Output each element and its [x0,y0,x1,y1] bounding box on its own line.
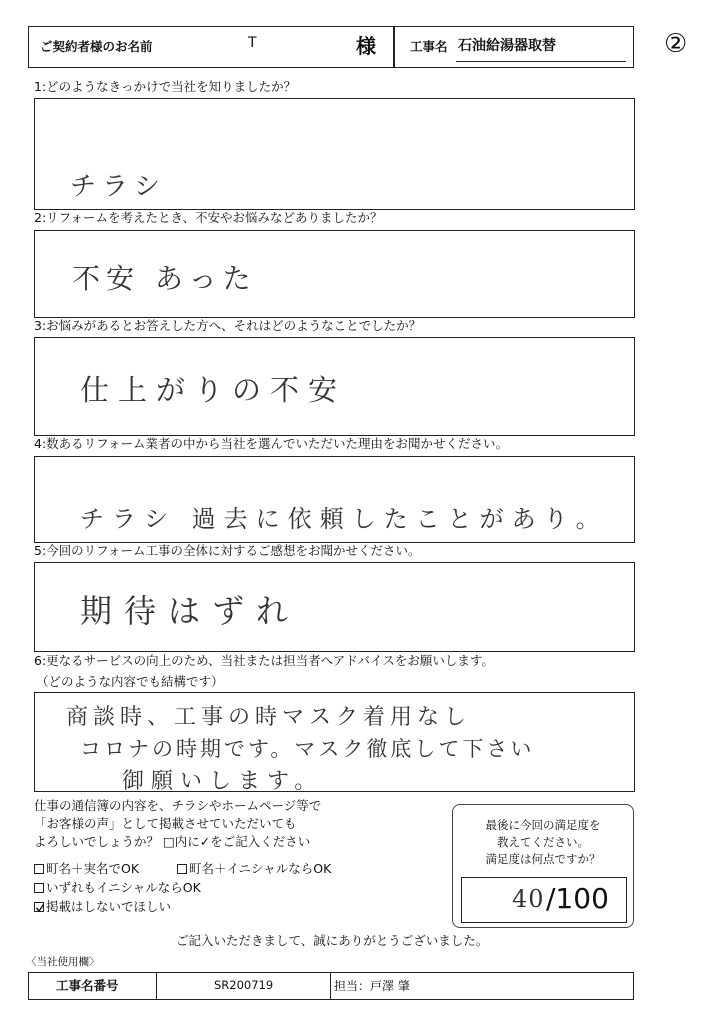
office-section-label: 〈当社使用欄〉 [26,956,100,968]
question-3-label: 3:お悩みがあるとお答えした方へ、それはどのようなことでしたか？ [34,318,422,333]
satisfaction-line-2: 教えてください。 [497,835,589,849]
question-4-answer: チラシ 過去に依頼したことがあり。 [80,505,608,533]
publication-line-3: よろしいでしょうか？ □内に✓をご記入ください [34,834,311,849]
question-2-answer: 不安 あった [72,262,257,295]
satisfaction-score: 40 [512,885,545,913]
publication-option-4[interactable] [34,901,171,914]
work-name: 石油給湯器取替 [458,38,556,54]
satisfaction-line-3: 満足度は何点ですか？ [485,852,601,866]
office-staff: 担当：戸澤 肇 [334,979,410,993]
publication-option-1-checkbox[interactable] [34,864,44,874]
question-6-label: 6:更なるサービスの向上のため、当社または担当者へアドバイスをお願いします。 [34,653,494,668]
satisfaction-max: /100 [546,882,609,915]
customer-label: ご契約者様のお名前 [40,39,153,54]
publication-line-2: 「お客様の声」として掲載させていただいても [34,816,297,831]
publication-option-4-checkbox[interactable] [34,902,44,912]
publication-option-3-checkbox[interactable] [34,883,44,893]
question-6-answer-line-3: 御願いします。 [122,769,324,794]
question-2-label: 2:リフォームを考えたとき、不安やお悩みなどありましたか？ [34,210,383,225]
work-label: 工事名 [410,39,448,54]
question-1-answer: チラシ [70,172,167,202]
question-6-sublabel: （どのような内容でも結構です） [36,674,224,689]
office-number-label: 工事名番号 [56,978,119,993]
satisfaction-line-1: 最後に今回の満足度を [485,818,601,832]
publication-option-2-label: 町名＋イニシャルならOK [189,861,332,876]
thanks-message: ご記入いただきまして、誠にありがとうございました。 [176,933,489,948]
question-5-answer: 期待はずれ [80,592,301,630]
work-name-underline [456,61,626,62]
office-table-divider-2 [330,972,331,1000]
question-5-label: 5:今回のリフォーム工事の全体に対するご感想をお聞かせください。 [34,543,421,558]
question-6-answer-line-1: 商談時、工事の時マスク着用なし [66,705,472,730]
publication-option-2-checkbox[interactable] [177,864,187,874]
publication-option-3-label: いずれもイニシャルならOK [46,880,201,895]
question-6-answer-line-2: コロナの時期です。マスク徹底して下さい [80,737,535,761]
page-mark: ② [664,29,688,59]
publication-line-1: 仕事の通信簿の内容を、チラシやホームページ等で [34,798,322,813]
publication-option-2[interactable] [177,863,331,876]
customer-name: T [248,35,257,51]
publication-option-4-label: 掲載はしないでほしい [46,899,172,914]
office-table-divider-1 [156,972,157,1000]
office-number-value: SR200719 [214,978,274,992]
question-3-answer: 仕上がりの不安 [80,373,347,407]
checkmark-icon [35,903,45,913]
publication-option-3[interactable] [34,882,201,895]
question-4-label: 4:数あるリフォーム業者の中から当社を選んでいただいた理由をお聞かせください。 [34,436,509,451]
customer-honorific: 様 [356,34,376,58]
publication-option-1[interactable] [34,863,139,876]
publication-option-1-label: 町名＋実名でOK [46,861,140,876]
question-1-label: 1:どのようなきっかけで当社を知りましたか？ [34,79,297,94]
